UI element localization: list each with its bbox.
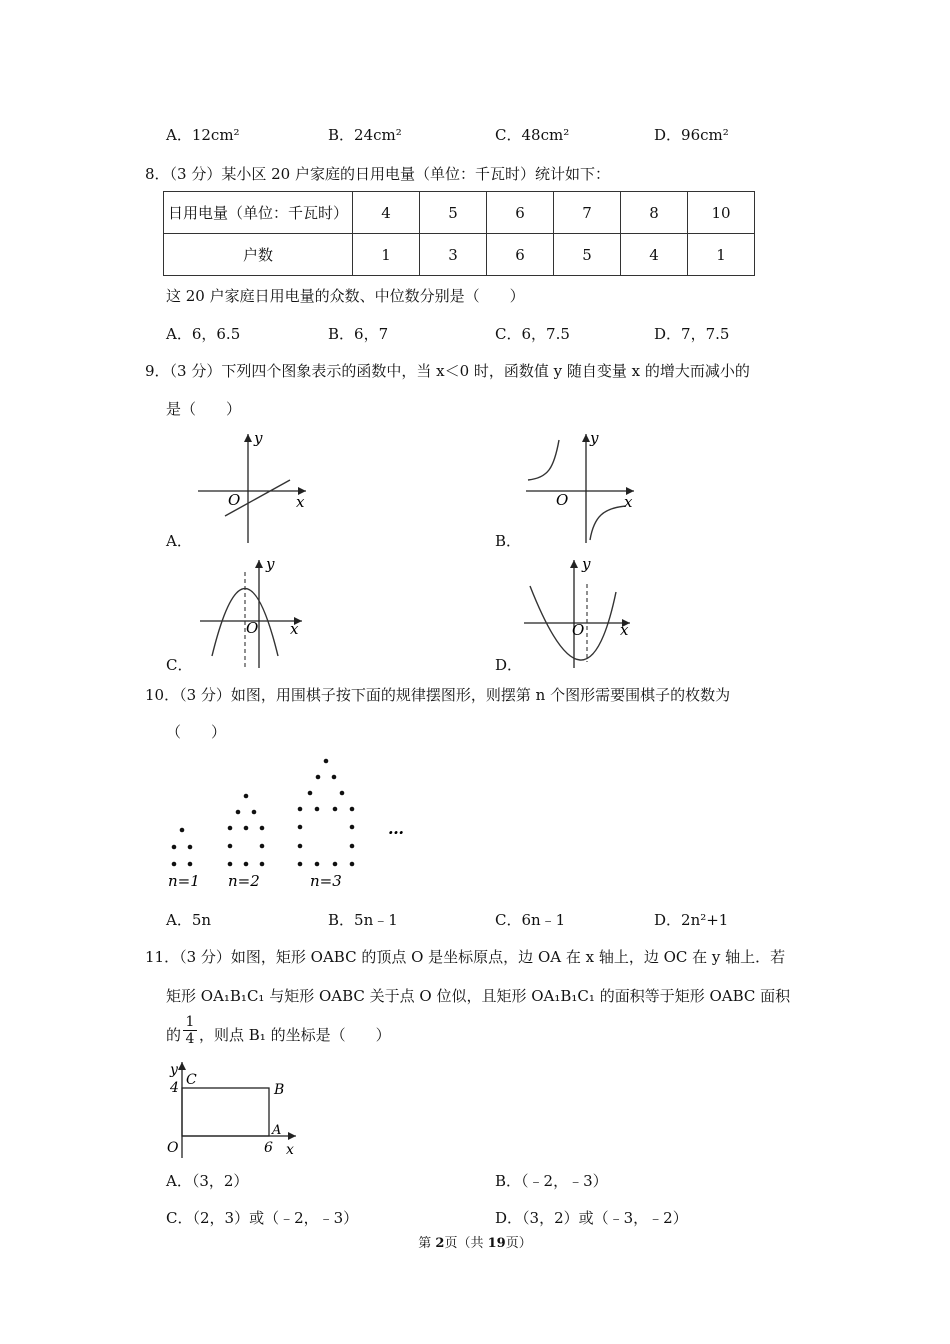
table-cell: 7 [554, 192, 621, 234]
q11-rectangle-figure [162, 1058, 312, 1160]
q9-option-a: A． [166, 532, 192, 550]
table-row [164, 234, 755, 276]
fig-tick-y: 4 [170, 1080, 179, 1096]
fig-a-label: A [272, 1123, 282, 1138]
graph-d-origin-label: O [572, 621, 585, 639]
q11-stem-line1: 11．（3 分）如图，矩形 OABC 的顶点 O 是坐标原点，边 OA 在 x 轴上，边 OC 在 y 轴上．若 [145, 948, 786, 966]
pattern-ellipsis: … [388, 819, 404, 838]
graph-c-origin-label: O [246, 619, 259, 637]
pattern-label-n3: n=3 [310, 872, 342, 890]
graph-c-x-label: x [290, 620, 299, 638]
fraction-denominator: 4 [185, 1031, 195, 1047]
q8-option-b: B．6，7 [328, 325, 389, 343]
graph-d-y-label: y [582, 556, 591, 573]
q11-stem-line2: 矩形 OA₁B₁C₁ 与矩形 OABC 关于点 O 位似，且矩形 OA₁B₁C₁ 的面积等于矩形 OABC 面积 [166, 987, 791, 1005]
pattern-label-n2: n=2 [228, 872, 260, 890]
footer-pre: 第 [418, 1236, 436, 1251]
table-cell: 4 [353, 192, 420, 234]
page-footer [0, 1232, 950, 1251]
footer-post: 页） [505, 1236, 532, 1251]
fig-y-label: y [170, 1062, 178, 1078]
electricity-table [163, 191, 755, 276]
graph-d-x-label: x [620, 621, 629, 639]
footer-page-number: 2 [435, 1236, 445, 1251]
q10-option-b: B．5n﹣1 [328, 911, 398, 929]
q7-option-c: C．48cm² [495, 126, 570, 144]
graph-b-origin-label: O [556, 491, 569, 509]
graph-a-origin-label: O [228, 491, 241, 509]
table-cell: 1 [688, 234, 755, 276]
q10-paren: （ ） [166, 723, 227, 741]
q11-stem-line3-post: ，则点 B₁ 的坐标是（ ） [199, 1026, 391, 1044]
fig-x-label: x [286, 1142, 294, 1158]
q11-option-d: D．（3，2）或（﹣3，﹣2） [495, 1209, 688, 1227]
fig-b-label: B [274, 1082, 285, 1098]
q11-fraction [183, 1014, 197, 1047]
table-row [164, 192, 755, 234]
q11-option-c: C．（2，3）或（﹣2，﹣3） [166, 1209, 359, 1227]
table-cell: 6 [487, 192, 554, 234]
q10-stone-patterns [160, 750, 420, 896]
table-cell: 6 [487, 234, 554, 276]
q11-stem-line3-pre: 的 [166, 1026, 182, 1044]
fig-tick-x: 6 [264, 1140, 273, 1156]
q9-option-c: C． [166, 656, 193, 674]
q7-option-d: D．96cm² [654, 126, 729, 144]
table-cell: 户数 [164, 234, 353, 276]
table-cell: 5 [554, 234, 621, 276]
q8-option-d: D．7，7.5 [654, 325, 730, 343]
graph-b-hyperbola [518, 428, 648, 546]
graph-b-y-label: y [590, 429, 599, 447]
graph-a-y-label: y [254, 429, 263, 447]
fig-c-label: C [186, 1072, 197, 1088]
table-cell: 5 [420, 192, 487, 234]
graph-c-parabola-down [196, 556, 316, 672]
q11-option-a: A．（3，2） [166, 1172, 249, 1190]
graph-a-linear [190, 428, 320, 546]
q7-option-b: B．24cm² [328, 126, 402, 144]
q7-option-a: A．12cm² [166, 126, 240, 144]
table-cell: 10 [688, 192, 755, 234]
q11-option-b: B．（﹣2，﹣3） [495, 1172, 608, 1190]
graph-a-x-label: x [296, 493, 305, 511]
q9-option-d: D． [495, 656, 523, 674]
q9-stem-line2: 是（ ） [166, 400, 242, 418]
q10-option-c: C．6n﹣1 [495, 911, 566, 929]
q8-question: 这 20 户家庭日用电量的众数、中位数分别是（ ） [166, 287, 525, 305]
q8-option-c: C．6，7.5 [495, 325, 570, 343]
q8-stem: 8．（3 分）某小区 20 户家庭的日用电量（单位：千瓦时）统计如下： [145, 165, 610, 183]
graph-b-x-label: x [624, 493, 633, 511]
q8-option-a: A．6，6.5 [166, 325, 241, 343]
q9-option-b: B． [495, 532, 522, 550]
graph-d-parabola-up [520, 556, 640, 672]
q10-option-a: A．5n [166, 911, 212, 929]
table-cell: 日用电量（单位：千瓦时） [164, 192, 353, 234]
pattern-label-n1: n=1 [168, 872, 200, 890]
q10-stem: 10．（3 分）如图，用围棋子按下面的规律摆图形，则摆第 n 个图形需要围棋子的枚数为 [145, 686, 731, 704]
table-cell: 1 [353, 234, 420, 276]
table-cell: 8 [621, 192, 688, 234]
footer-total-pages: 19 [487, 1236, 506, 1251]
q9-stem-line1: 9．（3 分）下列四个图象表示的函数中，当 x＜0 时，函数值 y 随自变量 x 的增大而减小的 [145, 362, 750, 380]
fraction-numerator: 1 [183, 1014, 197, 1031]
table-cell: 3 [420, 234, 487, 276]
graph-c-y-label: y [266, 556, 275, 573]
footer-mid: 页（共 [444, 1236, 488, 1251]
table-cell: 4 [621, 234, 688, 276]
fig-o-label: O [167, 1140, 179, 1156]
q10-option-d: D．2n²+1 [654, 911, 729, 929]
